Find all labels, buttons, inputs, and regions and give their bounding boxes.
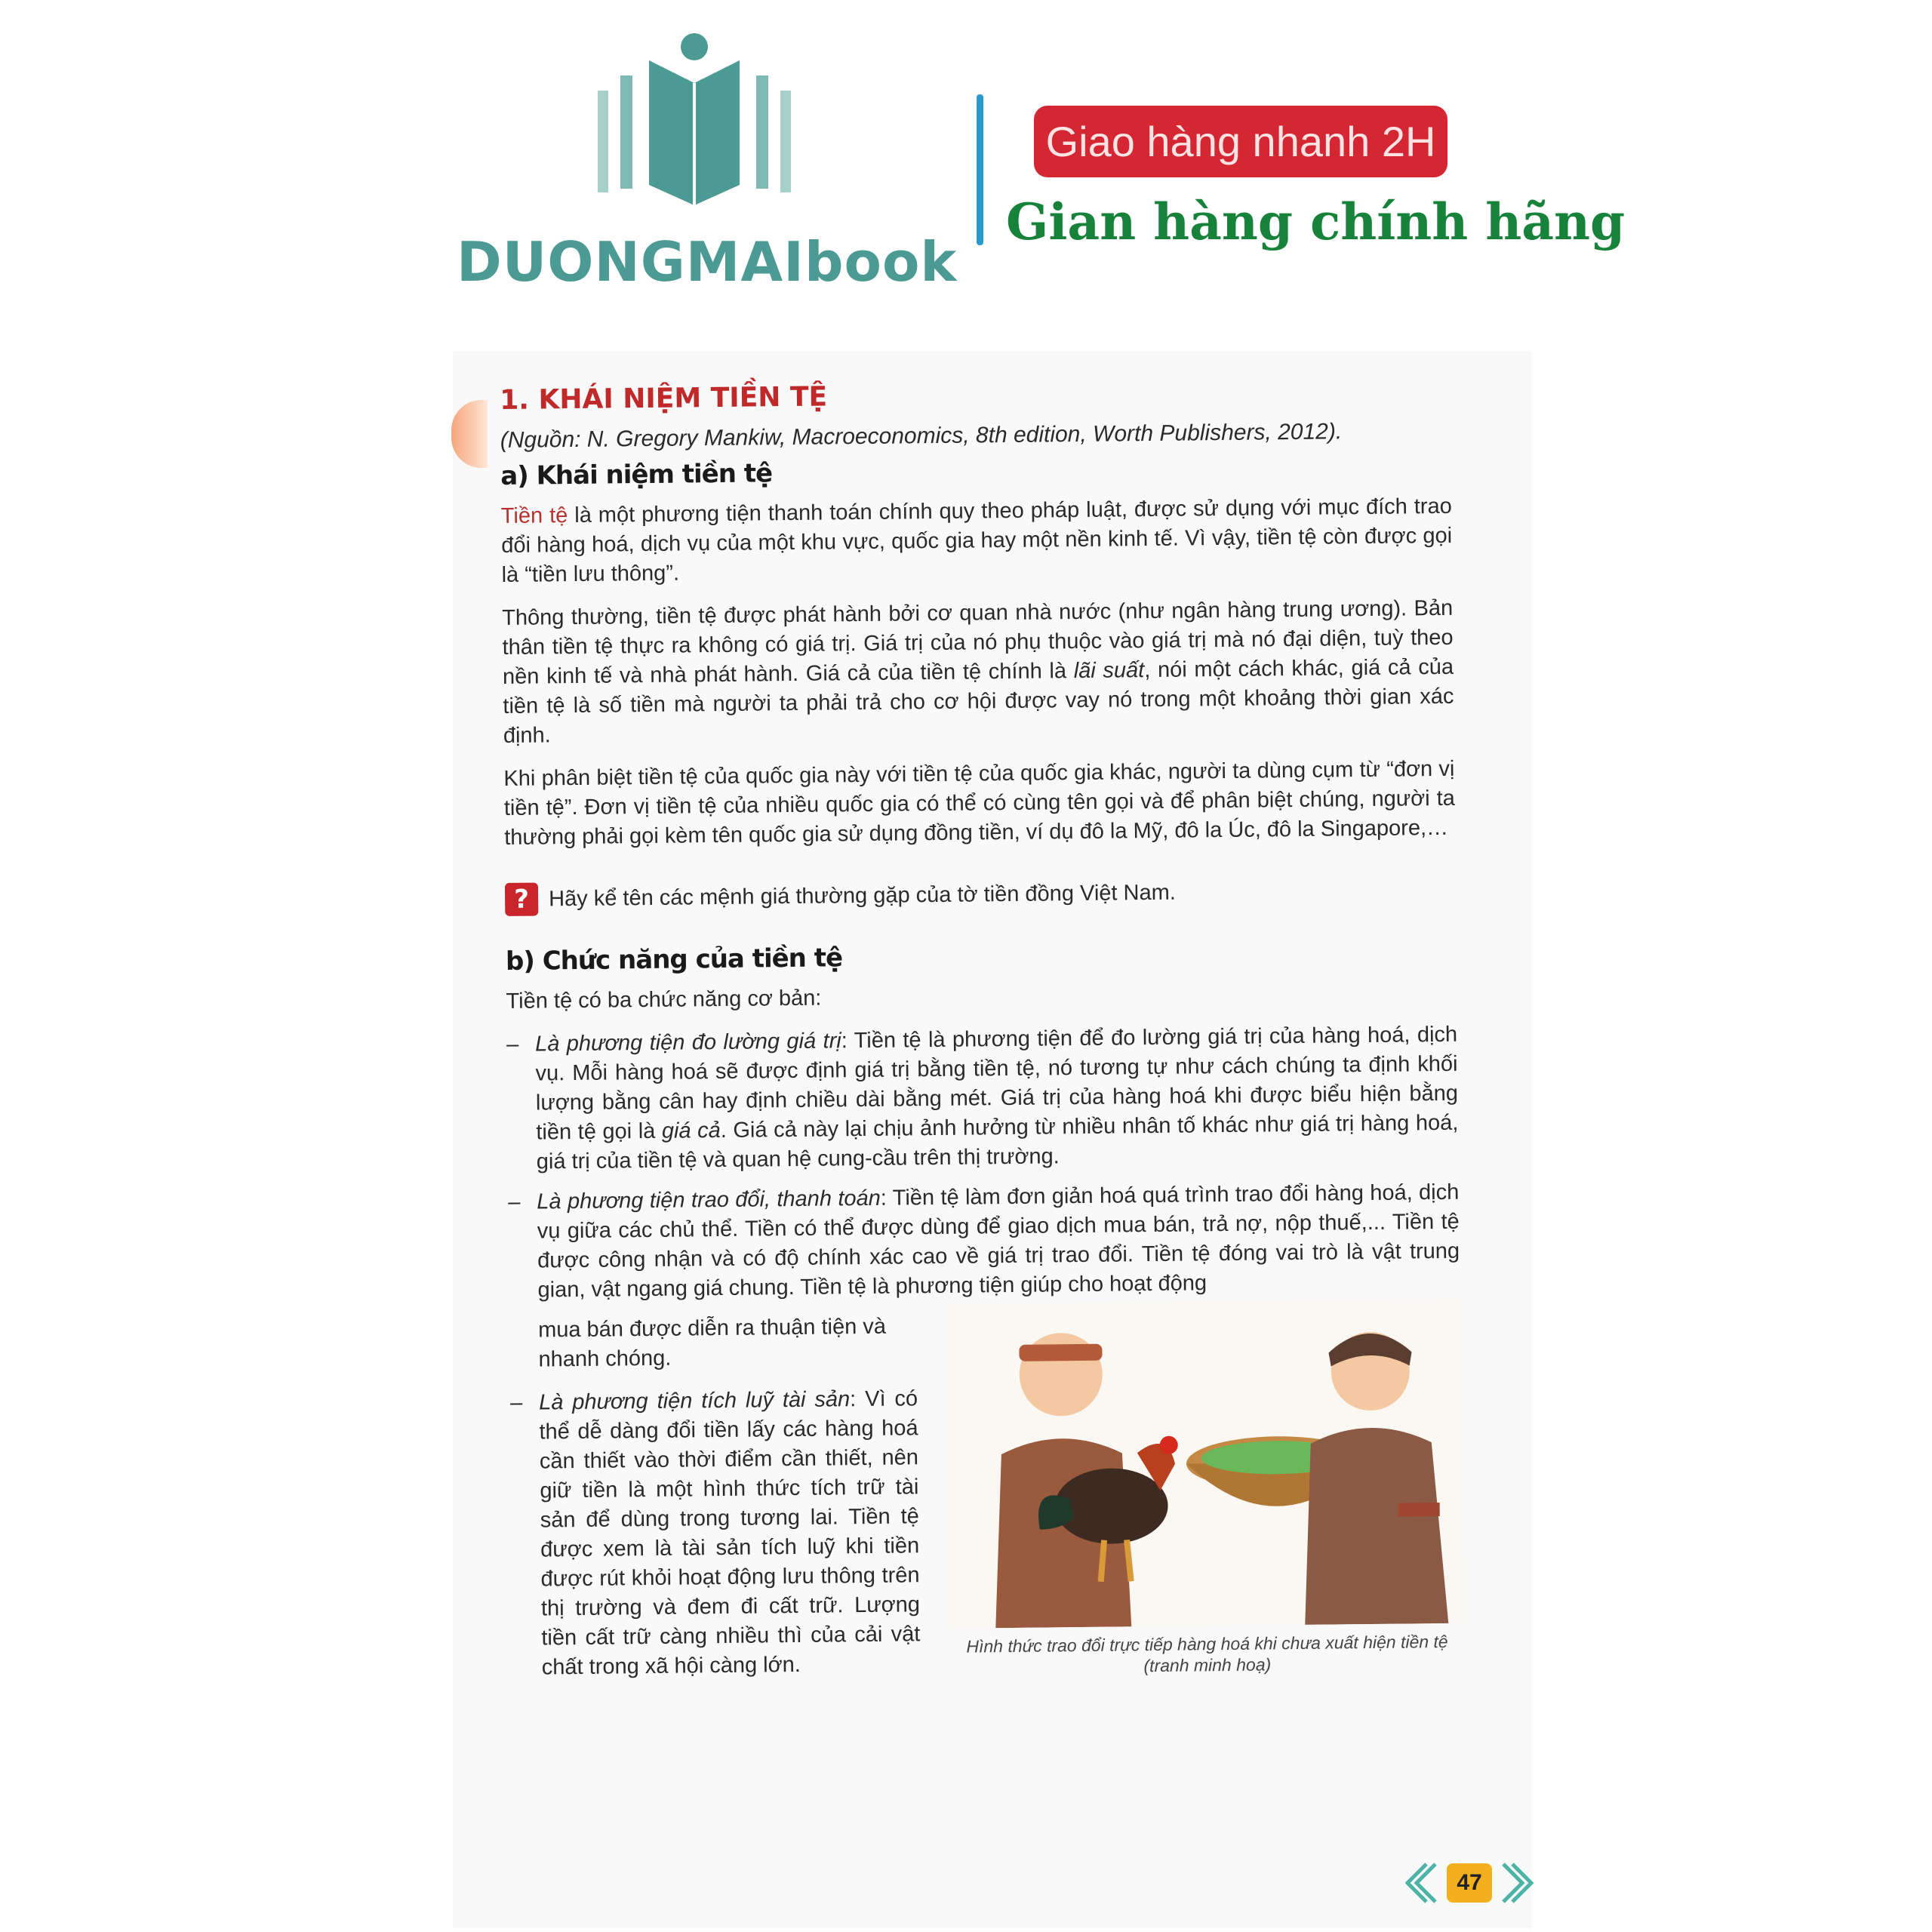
barter-image [947,1299,1463,1629]
paragraph-issuance: Thông thường, tiền tệ được phát hành bởi cơ quan nhà nước (như ngân hàng trung ương). Bản thân tiền tệ thực ra không có giá trị. Giá trị của nó phụ thuộc vào giá trị mà nó đại diện, tuỳ theo nền kinh tế và nhà phát hành. Giá cả của tiền tệ chính là lãi suất, nói một cách khác, giá cả của tiền tệ là số tiền mà người ta phải trả cho cơ hội được vay nó trong một khoảng thời gian xác định. [502,595,1454,748]
barter-illustration [947,1299,1464,1689]
page-number: 47 [1447,1863,1492,1903]
split-row [509,1306,1464,1694]
functions-intro: Tiền tệ có ba chức năng cơ bản: [506,986,822,1014]
term-highlight: Tiền tệ [500,503,568,528]
brand-name: DUONGMAIbook [457,230,958,294]
store-tagline: Gian hàng chính hãng [1006,192,1626,251]
heading-concept: a) Khái niệm tiền tệ [500,458,773,491]
paragraph-definition: Tiền tệ là một phương tiện thanh toán chính quy theo pháp luật, được sử dụng với mục đích trao đổi hàng hoá, dịch vụ của một khu vực, quốc gia hay một nền kinh tế. Vì vậy, tiền tệ còn được gọi là “tiền lưu thông”. [500,494,1453,587]
question-text: Hãy kể tên các mệnh giá thường gặp của tờ tiền đồng Việt Nam. [548,880,1176,911]
delivery-badge: Giao hàng nhanh 2H [1034,106,1447,177]
page-content [500,375,1464,1694]
heading-functions: b) Chức năng của tiền tệ [505,943,843,977]
function-exchange-cont: mua bán được diễn ra thuận tiện và nhanh chóng. [537,1314,887,1372]
header-divider [977,94,983,245]
book-logo-icon [589,30,800,211]
source-citation: (Nguồn: N. Gregory Mankiw, Macroeconomics, 8th edition, Worth Publishers, 2012). [500,419,1343,453]
split-left [509,1312,921,1694]
question-box [505,873,1456,916]
function-store: – Là phương tiện tích luỹ tài sản: Vì có thể dễ dàng đổi tiền lấy các hàng hoá cần thiết vào thời điểm cần thiết, nên giữ tiền là một hình thức tích trữ tài sản để dùng trong tương lai. Tiền tệ được xem là tài sản tích luỹ khi tiền được rút khỏi hoạt động lưu thông trên thị trường và đem đi cất trữ. Lượng tiền cất trữ càng nhiều thì của cải vật chất trong xã hội càng lớn. [510,1384,921,1683]
section-title: 1. KHÁI NIỆM TIỀN TỆ [500,381,828,416]
function-exchange: – Là phương tiện trao đổi, thanh toán: Tiền tệ làm đơn giản hoá quá trình trao đổi hàng hoá, dịch vụ giữa các chủ thể. Tiền có thể được dùng để giao dịch mua bán, trả nợ, nộp thuế,... Tiền tệ được công nhận và có độ chính xác cao về giá trị trao đổi. Tiền tệ đóng vai trò là vật trung gian, vật ngang giá chung. Tiền tệ là phương tiện giúp cho hoạt động [508,1178,1460,1306]
page-number-block [1405,1860,1534,1906]
function-measure: – Là phương tiện đo lường giá trị: Tiền tệ là phương tiện để đo lường giá trị của hàng hoá, dịch vụ. Mỗi hàng hoá sẽ được định giá trị bằng tiền tệ, nó tương tự như cách chúng ta định khối lượng bằng cân hay định chiều dài bằng mét. Giá trị của hàng hoá khi được biểu hiện bằng tiền tệ gọi là giá cả. Giá cả này lại chịu ảnh hưởng từ nhiều nhân tố khác như giá trị hàng hoá, giá trị của tiền tệ và quan hệ cung-cầu trên thị trường. [506,1020,1459,1177]
figure-caption: Hình thức trao đổi trực tiếp hàng hoá khi chưa xuất hiện tiền tệ (tranh minh hoạ) [966,1631,1448,1676]
question-icon: ? [505,883,538,916]
paragraph-currency-unit: Khi phân biệt tiền tệ của quốc gia này với tiền tệ của quốc gia khác, người ta dùng cụm từ “đơn vị tiền tệ”. Đơn vị tiền tệ của nhiều quốc gia có thể có cùng tên gọi và để phân biệt chúng, người ta thường phải gọi kèm tên quốc gia sử dụng đồng tiền, ví dụ đô la Mỹ, đô la Úc, đô la Singapore,… [503,756,1455,850]
